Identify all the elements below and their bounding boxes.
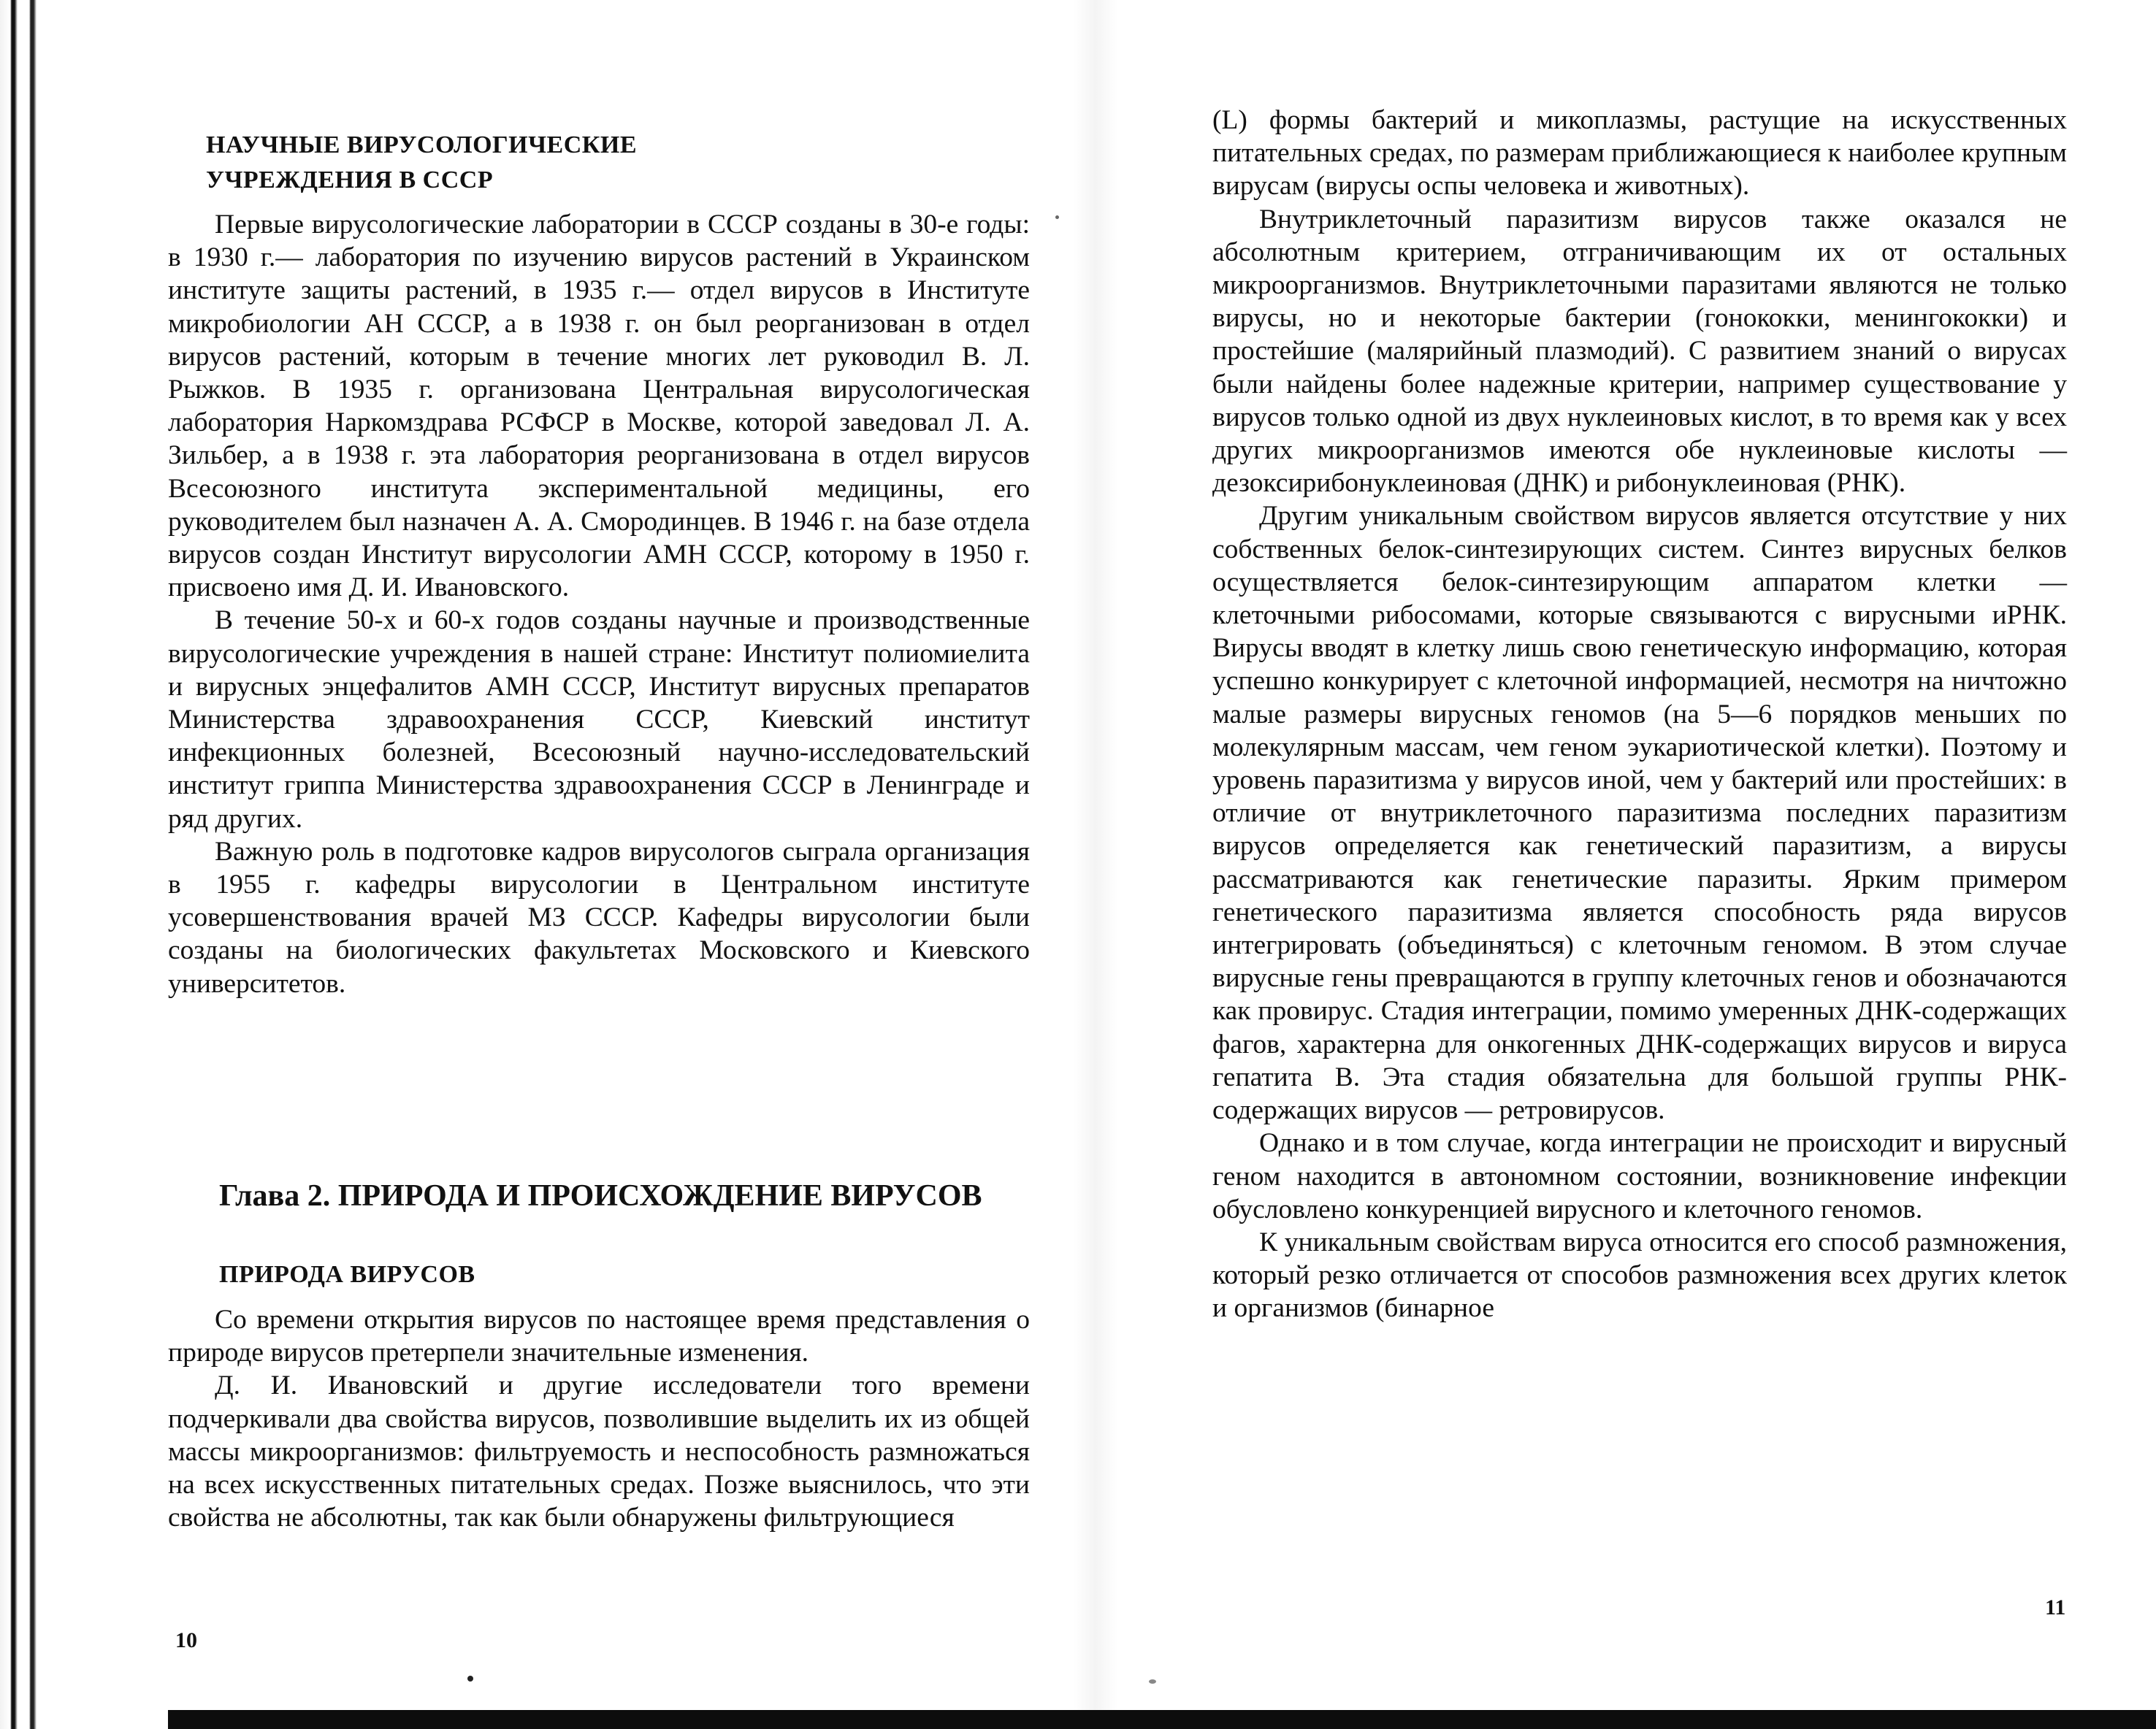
paragraph: Со времени открытия вирусов по настоящее время представления о природе вирусов претерпели значительные изменения. xyxy=(168,1305,1030,1368)
scan-binding-edge xyxy=(0,0,53,1729)
page-number-right: 11 xyxy=(2045,1595,2066,1619)
paragraph: Первые вирусологические лаборатории в СССР созданы в 30-е годы: в 1930 г.— лаборатория по изучению вирусов растений в Украинском институте защиты растений, в 1935 г.— отдел вирусов в Институте микробиологии АН СССР, а в 1938 г. он был реорганизован в отдел вирусов растений, которым в течение многих лет руководил В. Л. Рыжков. В 1935 г. организована Центральная вирусологическая лаборатория Наркомздрава РСФСР в Москве, которой заведовал Л. А. Зильбер, а в 1938 г. эта лаборатория реорганизована в отдел вирусов Всесоюзного института экспериментальной медицины, его руководителем был назначен А. А. Смородинцев. В 1946 г. на базе отдела вирусов создан Институт вирусологии АМН СССР, которому в 1950 г. присвоено имя Д. И. Ивановского. xyxy=(168,210,1030,603)
left-section-text xyxy=(168,1303,1030,1534)
page-gutter xyxy=(1074,0,1117,1729)
section-heading-nature: ПРИРОДА ВИРУСОВ xyxy=(219,1261,475,1288)
paragraph: В течение 50-х и 60-х годов созданы научные и производственные вирусологические учреждения в нашей стране: Институт полиомиелита и вирусных энцефалитов АМН СССР, Институт вирусных препаратов Министерства здравоохранения СССР, Киевский институт инфекционных болезней, Всесоюзный научно-исследовательский институт гриппа Министерства здравоохранения СССР в Ленинграде и ряд других. xyxy=(168,605,1030,834)
page-number-left: 10 xyxy=(175,1628,197,1652)
paragraph: Д. И. Ивановский и другие исследователи того времени подчеркивали два свойства вирусов, позволившие выделить их из общей массы микроорганизмов: фильтруемость и неспособность размножаться на всех искусственных питательных средах. Позже выяснилось, что эти свойства не абсолютны, так как были обнаружены фильтрующиеся xyxy=(168,1370,1030,1533)
scan-speck xyxy=(1149,1679,1156,1684)
scan-bottom-edge xyxy=(168,1710,2156,1729)
paragraph: Важную роль в подготовке кадров вирусологов сыграла организация в 1955 г. кафедры вирусологии в Центральном институте усовершенствования врачей МЗ СССР. Кафедры вирусологии были созданы на биологических факультетах Московского и Киевского университетов. xyxy=(168,836,1030,999)
paragraph: (L) формы бактерий и микоплазмы, растущие на искусственных питательных средах, по размерам приближающиеся к наиболее крупным вирусам (вирусы оспы человека и животных). xyxy=(1212,105,2067,202)
scan-speck xyxy=(467,1676,473,1682)
right-body-text xyxy=(1212,104,2067,1325)
scan-speck xyxy=(1055,215,1059,219)
paragraph: К уникальным свойствам вируса относится его способ размножения, который резко отличается от способов размножения всех других клеток и организмов (бинарное xyxy=(1212,1227,2067,1324)
section-heading-institutions: НАУЧНЫЕ ВИРУСОЛОГИЧЕСКИЕ УЧРЕЖДЕНИЯ В СССР xyxy=(206,131,638,193)
paragraph: Другим уникальным свойством вирусов является отсутствие у них собственных белок-синтезирующих систем. Синтез вирусных белков осуществляется белок-синтезирующим аппаратом клетки — клеточными рибосомами, которые связываются с вирусными иРНК. Вирусы вводят в клетку лишь свою генетическую информацию, которая успешно конкурирует с клеточной информацией, несмотря на ничтожно малые размеры вирусных геномов (на 5—6 порядков меньших по молекулярным массам, чем геном эукариотической клетки). Поэтому и уровень паразитизма у вирусов иной, чем у бактерий или простейших: в отличие от внутриклеточного паразитизма последних паразитизм вирусов определяется как генетический паразитизм, а вирусы рассматриваются как генетические паразиты. Ярким примером генетического паразитизма является способность ряда вирусов интегрировать (объединяться) с клеточным геномом. В этом случае вирусные гены превращаются в группу клеточных генов и обозначаются как провирус. Стадия интеграции, помимо умеренных ДНК-содержащих фагов, характерна для онкогенных ДНК-содержащих вирусов и вируса гепатита В. Эта стадия обязательна для большой группы РНК-содержащих вирусов — ретровирусов. xyxy=(1212,501,2067,1126)
left-body-text xyxy=(168,208,1030,1000)
paragraph: Однако и в том случае, когда интеграции не происходит и вирусный геном находится в автономном состоянии, возникновение инфекции обусловлено конкуренцией вирусного и клеточного геномов. xyxy=(1212,1128,2067,1224)
chapter-title: Глава 2. ПРИРОДА И ПРОИСХОЖДЕНИЕ ВИРУСОВ xyxy=(219,1179,982,1213)
paragraph: Внутриклеточный паразитизм вирусов также оказался не абсолютным критерием, отграничивающим их от остальных микроорганизмов. Внутриклеточными паразитами являются не только вирусы, но и некоторые бактерии (гонококки, менингококки) и простейшие (малярийный плазмодий). С развитием знаний о вирусах были найдены более надежные критерии, например существование у вирусов только одной из двух нуклеиновых кислот, в то время как у всех других микроорганизмов имеются обе нуклеиновые кислоты — дезоксирибонуклеиновая (ДНК) и рибонуклеиновая (РНК). xyxy=(1212,204,2067,499)
